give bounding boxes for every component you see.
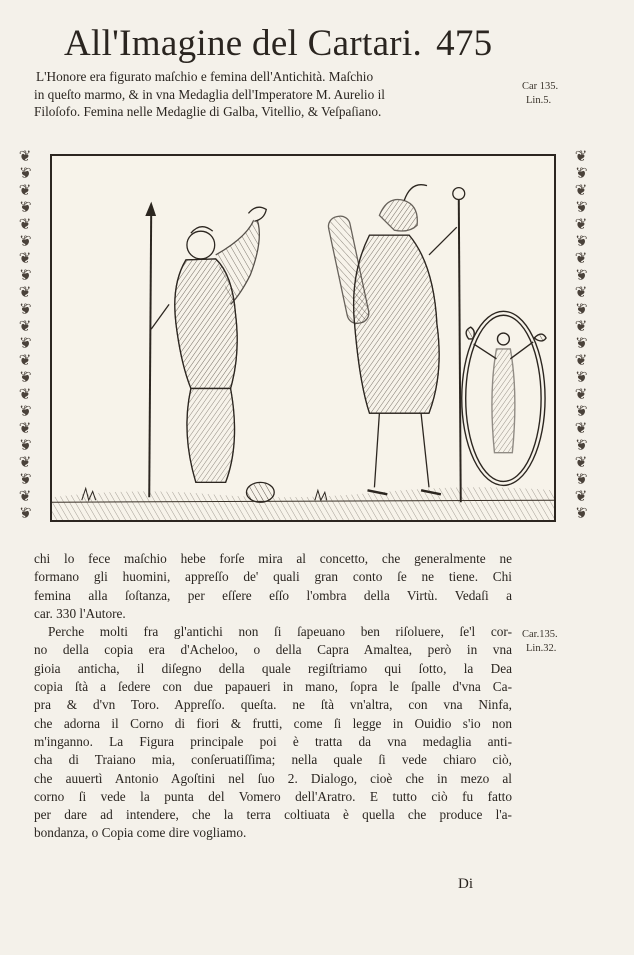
border-ornament-icon: ❦ [18, 387, 32, 403]
border-ornament-icon: ❦ [574, 421, 588, 437]
border-ornament-icon: ❦ [18, 353, 32, 369]
border-ornament-icon: ❦ [18, 234, 32, 250]
border-ornament-icon: ❦ [574, 302, 588, 318]
border-ornament-icon: ❦ [18, 404, 32, 420]
margin-note-ref: Car.135. [522, 629, 558, 640]
border-ornament-icon: ❦ [18, 336, 32, 352]
border-ornament-icon: ❦ [18, 438, 32, 454]
oval-inset-cornucopia [462, 311, 546, 485]
border-ornament-icon: ❦ [18, 251, 32, 267]
border-ornament-icon: ❦ [18, 421, 32, 437]
border-ornament-icon: ❦ [574, 387, 588, 403]
border-ornament-icon: ❦ [574, 319, 588, 335]
border-ornament-icon: ❦ [574, 149, 588, 165]
border-ornament-icon: ❦ [574, 200, 588, 216]
border-ornament-icon: ❦ [18, 166, 32, 182]
ornamental-border-right [570, 150, 592, 522]
body-line: chi lo fece maſchio hebe forſe mira al concetto, che generalmente ne [34, 551, 512, 566]
margin-note-ref: Car 135. [522, 81, 559, 92]
body-line: gioia anticha, il diſegno della quale regiſtriamo qui ſotto, la Dea [34, 660, 512, 676]
margin-note-2 [522, 628, 558, 656]
border-ornament-icon: ❦ [18, 200, 32, 216]
figure-honor-female [146, 203, 274, 502]
margin-note-line: Lin.5. [526, 95, 552, 106]
figure-honor-male [327, 185, 465, 503]
body-text [34, 550, 512, 843]
border-ornament-icon: ❦ [574, 370, 588, 386]
body-line: per dare ad intendere, che la terra coltiuata è quella che produce l'a- [34, 807, 512, 823]
border-ornament-icon: ❦ [18, 217, 32, 233]
intro-line: in queſto marmo, & in vna Medaglia dell'Imperatore M. Aurelio il [34, 86, 385, 102]
woodcut-plate [14, 140, 592, 528]
body-line: pra & d'vn Toro. Appreſſo. queſta. ne ſtà vn'altra, con vna Ninfa, [34, 697, 512, 713]
border-ornament-icon: ❦ [18, 472, 32, 488]
intro-line: Filoſofo. Femina nelle Medaglie di Galba, Vitellio, & Veſpaſiano. [34, 104, 382, 119]
border-ornament-icon: ❦ [18, 149, 32, 165]
intro-line: L'Honore era figurato maſchio e femina dell'Antichità. Maſchio [36, 69, 374, 84]
border-ornament-icon: ❦ [574, 251, 588, 267]
catchword: Di [458, 876, 473, 892]
body-line: no della copia era d'Acheloo, o della Capra Amaltea, però in vna [34, 642, 512, 658]
body-line: formano gli huomini, appreſſo de' quali gran conto ſe ne tiene. Chi [34, 569, 512, 585]
border-ornament-icon: ❦ [574, 489, 588, 505]
ornamental-border-left [14, 150, 36, 522]
body-line: corno ſi vede la punta del Vomero dell'Aratro. E tutto ciò fu fatto [34, 788, 512, 804]
border-ornament-icon: ❦ [574, 336, 588, 352]
border-ornament-icon: ❦ [18, 183, 32, 199]
woodcut-illustration [50, 154, 556, 522]
border-ornament-icon: ❦ [574, 166, 588, 182]
body-line: cha di Traiano mia, conſeruatiſſima; nella quale ſi vede chiaro ciò, [34, 752, 512, 768]
body-line: bondanza, o Copia come dire vogliamo. [34, 825, 247, 841]
body-line: Perche molti fra gl'antichi non ſi ſapeuano ben riſoluere, ſe'l cor- [48, 624, 512, 640]
border-ornament-icon: ❦ [574, 472, 588, 488]
woodcut-figures [52, 156, 554, 520]
body-line: che auuertì Antonio Agoſtini nel ſuo 2. Dialogo, cioè che in mezo al [34, 770, 512, 786]
border-ornament-icon: ❦ [18, 489, 32, 505]
border-ornament-icon: ❦ [18, 455, 32, 471]
border-ornament-icon: ❦ [574, 234, 588, 250]
body-line: femina alla ſoſtanza, per eſſere eſſo l'ombra della Virtù. Vedaſi a [34, 587, 512, 603]
border-ornament-icon: ❦ [18, 302, 32, 318]
page-title: All'Imagine del Cartari. [64, 23, 423, 64]
border-ornament-icon: ❦ [18, 268, 32, 284]
border-ornament-icon: ❦ [574, 217, 588, 233]
border-ornament-icon: ❦ [18, 285, 32, 301]
border-ornament-icon: ❦ [574, 268, 588, 284]
border-ornament-icon: ❦ [18, 319, 32, 335]
border-ornament-icon: ❦ [574, 285, 588, 301]
border-ornament-icon: ❦ [574, 506, 588, 522]
body-line: m'inganno. La Figura principale poi è tratta da vna medaglia anti- [34, 733, 512, 749]
page-number: 475 [436, 23, 493, 64]
border-ornament-icon: ❦ [574, 353, 588, 369]
border-ornament-icon: ❦ [574, 404, 588, 420]
running-head [64, 22, 524, 66]
body-line: che adorna il Corno di fiori & frutti, come ſi legge in Ouidio s'io non [34, 715, 512, 731]
body-line: car. 330 l'Autore. [34, 605, 126, 621]
border-ornament-icon: ❦ [574, 455, 588, 471]
margin-note-1 [522, 80, 558, 108]
border-ornament-icon: ❦ [574, 183, 588, 199]
border-ornament-icon: ❦ [18, 506, 32, 522]
border-ornament-icon: ❦ [18, 370, 32, 386]
intro-paragraph [34, 68, 512, 121]
margin-note-line: Lin.32. [526, 643, 557, 654]
border-ornament-icon: ❦ [574, 438, 588, 454]
body-line: copia ſtà a ſedere con due papaueri in mano, ſopra le ſpalle d'vna Ca- [34, 679, 512, 695]
